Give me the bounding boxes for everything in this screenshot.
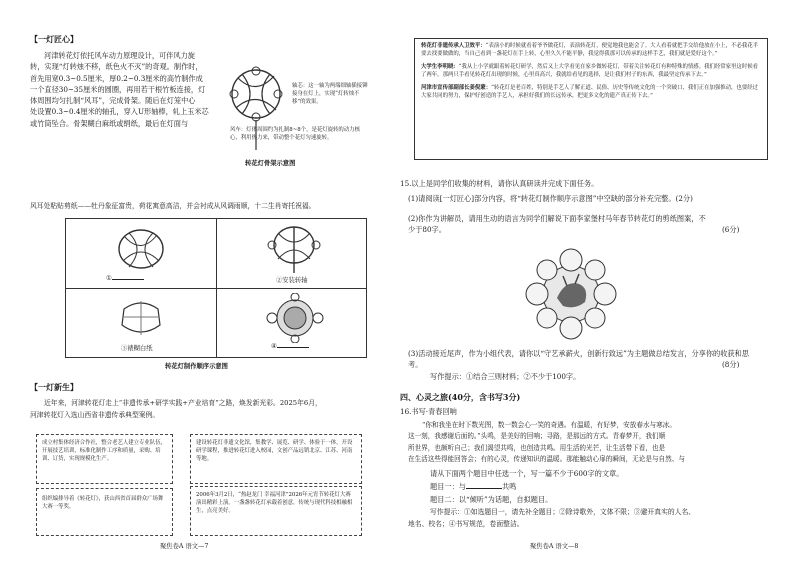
quote-text: “表演小的时候就看着爷爷做花灯，表演转花灯，便觉地我也能会了。大人看着就把手交给他放在小上，不必我花半要去找要做做的，当自己看到一盏花灯在手上转，心里久久不能平静，我觉得我那可以传承的这样手艺，我们就是爱好这个。” (421, 43, 758, 57)
quote-speaker: 河津市宣传部副部长姜倪蒙： (421, 85, 492, 91)
annotation-windmill: 风车：灯体周围约为扎制8~8个，是花灯旋转的动力核心，利用热力来，带动整个花灯匀速旋转。 (230, 127, 360, 141)
left-page (30, 30, 385, 550)
step2-drawing (264, 223, 324, 275)
papercut-lantern-image (515, 248, 627, 340)
step3-drawing (116, 295, 166, 341)
question-15-1: (1)请阅读[一灯匠心]部分内容，将“转花灯制作顺序示意图”中空缺的部分补充完整。(2分) (408, 194, 693, 203)
skeleton-caption: 转花灯骨架示意图 (245, 160, 296, 167)
step1-blank (112, 279, 144, 280)
question-15-3: (3)活动接近尾声，作为小组代表，请你以“守艺承薪火，创新行致远”为主题做总结发言，分享你的收获和思考。 (408, 349, 749, 370)
right-page (400, 30, 775, 550)
step4-drawing (264, 293, 326, 343)
step1-number: ① (106, 275, 112, 282)
craft-line: 河津转花灯依托风车动力原理设计，可伴风力旋 (44, 51, 195, 60)
card-museum: 建设转花灯非遗文化馆，集教学、展览、研学、体验于一体，开设研学课程，推进转花灯进入校园，文创产品远销北京、江苏、河南等地。 (190, 434, 362, 484)
title-option-1-prefix: 题目一：与 (430, 482, 466, 491)
step4-number: ④ (271, 343, 277, 350)
process-caption: 转花灯制作顺序示意图 (165, 363, 228, 370)
step4-label (271, 343, 309, 350)
q16-line: 这一刻，我感谢后面的。”头鸣，是美好的回响；寻路，是那远的方式。青春梦开，我们顺 (408, 432, 666, 441)
title-option-1-blank[interactable] (466, 488, 502, 489)
writing-tip: 写作提示：①结合三则材料；②不少于100字。 (430, 372, 581, 381)
quote-text: “我从上小学就跟着转花灯研学，然后又上大学看见在家乡做转花灯，带着关注转花灯有种特殊的情感。我们经常家里这时候看了两年，那两只手看见转花灯出现的时候，心里真高兴，我就给看见的选择，是让我们村子的东西，我最坚定传承下去。” (421, 64, 758, 78)
new-line: 近年来，河津转花灯走上“非遗传承+研学实践+产业培育”之路，焕发新光彩。2025年6月， (44, 399, 322, 407)
quote-speaker: 转花灯非遗传承人卫效平： (421, 43, 486, 49)
writing-requirements-2: 地名、校名；④书写规范，卷面整洁。 (408, 520, 524, 528)
craft-last-line: 风耳处粘贴剪纸——牡丹象征富贵，荷花寓意高洁，并会衬成从风调雨顺，十二生肖寄托祝福。 (30, 202, 316, 210)
quote-speaker: 大学生李明晓： (421, 64, 459, 70)
question-15-2-score: (6分) (722, 225, 740, 234)
section-title-new: 【一灯新生】 (30, 382, 78, 392)
craft-line: 一个直径30~35厘米的圆圈，再用若干根竹板连接，灯 (30, 84, 206, 94)
craft-line: 处设置0.3~0.4厘米的轴孔，穿入U形轴棒，轧上玉米芯 (30, 107, 209, 117)
craft-line: 首先用宽0.3~0.5厘米，厚0.2~0.3厘米的高竹制作成 (30, 73, 203, 83)
craft-line: 或竹筒坠合。骨架糊白麻纸或绢纸，最后在灯面与 (30, 118, 189, 128)
right-footer: 聚焦卷A 语文—8 (530, 543, 579, 550)
quote-item (421, 63, 761, 79)
title-option-1 (430, 481, 516, 492)
quote-text: “转花灯是老百姓，特别是手艺人了解正道、民俗、历史等传统文化的一个突破口，我们正在加强推动，也要经过大家共同的努力，保护好创造的手艺人，承担好我们的长远传承，把更多文化的遗产真正传下去。” (421, 85, 758, 99)
title-option-1-suffix: 共鸣 (501, 482, 517, 491)
step1-label (106, 275, 144, 282)
step4-blank (277, 347, 309, 348)
step3-label: ③裱糊白纸 (121, 345, 153, 352)
q16-prompt (408, 420, 768, 465)
question-15: 15.以上是同学们收集的材料，请你认真研读并完成下面任务。 (400, 179, 599, 188)
q16-task: 请从下面两个题目中任选一个，写一篇不少于600字的文章。 (430, 469, 624, 478)
title-option-2: 题目二：以“倾听”为话题，自拟题目。 (430, 495, 553, 504)
writing-requirements: 写作提示：①如选题目一，请先补全题目；②除诗歌外，文体不限；③避开真实的人名、 (430, 508, 696, 516)
quote-item (421, 42, 761, 58)
section-title-craft: 【一灯匠心】 (30, 34, 78, 44)
process-figure (65, 218, 367, 358)
q16-line: “你和我坐在时下数光图，数一数会心一笑的奇遇。有温暖，有好梦，安放春水与寒冰。 (422, 421, 676, 429)
craft-line: 体周围均匀扎制“风耳”，完成骨架。随后在灯笼中心 (30, 96, 196, 106)
quote-item (421, 84, 761, 100)
card-cooperative: 成立村集体经济合作社，整合老艺人建立专业队伍，开展技艺培训，标准化制作工序和质量，采购、培训、订货，实现规模化生产。 (36, 434, 173, 484)
q16-line: 在生活这些得能回答会；有的心灵，传递知识的温暖。那能触动心扉的瞬间，无论是与自然、与 (408, 454, 685, 463)
question-16: 16.书写·青春回响 (400, 407, 457, 416)
step2-label: ②安装转轴 (276, 277, 308, 284)
card-dance: 组织编排导着《转花灯》，获山西省首届群众广场舞大赛一等奖。 (36, 488, 173, 536)
question-15-2: (2)你作为讲解员，请用生动的语言为同学们解说下面李家堡村马年春节转花灯的剪纸图案，不少于80字。 (408, 214, 706, 235)
annotation-axis: 轴芯：这一轴为两端细轴插接铆接身在灯上，实现“灯转烛不移”的效果。 (292, 83, 368, 105)
question-15-3-score: (8分) (722, 360, 740, 369)
new-line: 河津转花灯入选山西省非遗传承典型案例。 (30, 411, 160, 419)
card-lantern-fest: 2006年3月2日，“热赵龙门 幸福河津”2026年元宵节转花灯大赛演出精彩上演。一盏盏转花灯承载着创意，传统与现代科技相融相生，点亮美好。 (190, 486, 362, 536)
left-footer: 聚焦卷A 语文—7 (160, 543, 209, 550)
step1-drawing (111, 225, 171, 273)
craft-line: 转，实现“灯转烛不移，纸色火不灭”的奇观。制作时， (30, 62, 203, 72)
quote-box (414, 38, 768, 160)
q16-line: 所世界，也颇听自己；我们渴望共鸣，也创造共鸣。用生活的光芒，让生活带下看，也是 (408, 443, 666, 452)
section-4-title: 四、心灵之旅(40分，含书写3分) (400, 392, 521, 402)
craft-paragraph (30, 50, 230, 129)
